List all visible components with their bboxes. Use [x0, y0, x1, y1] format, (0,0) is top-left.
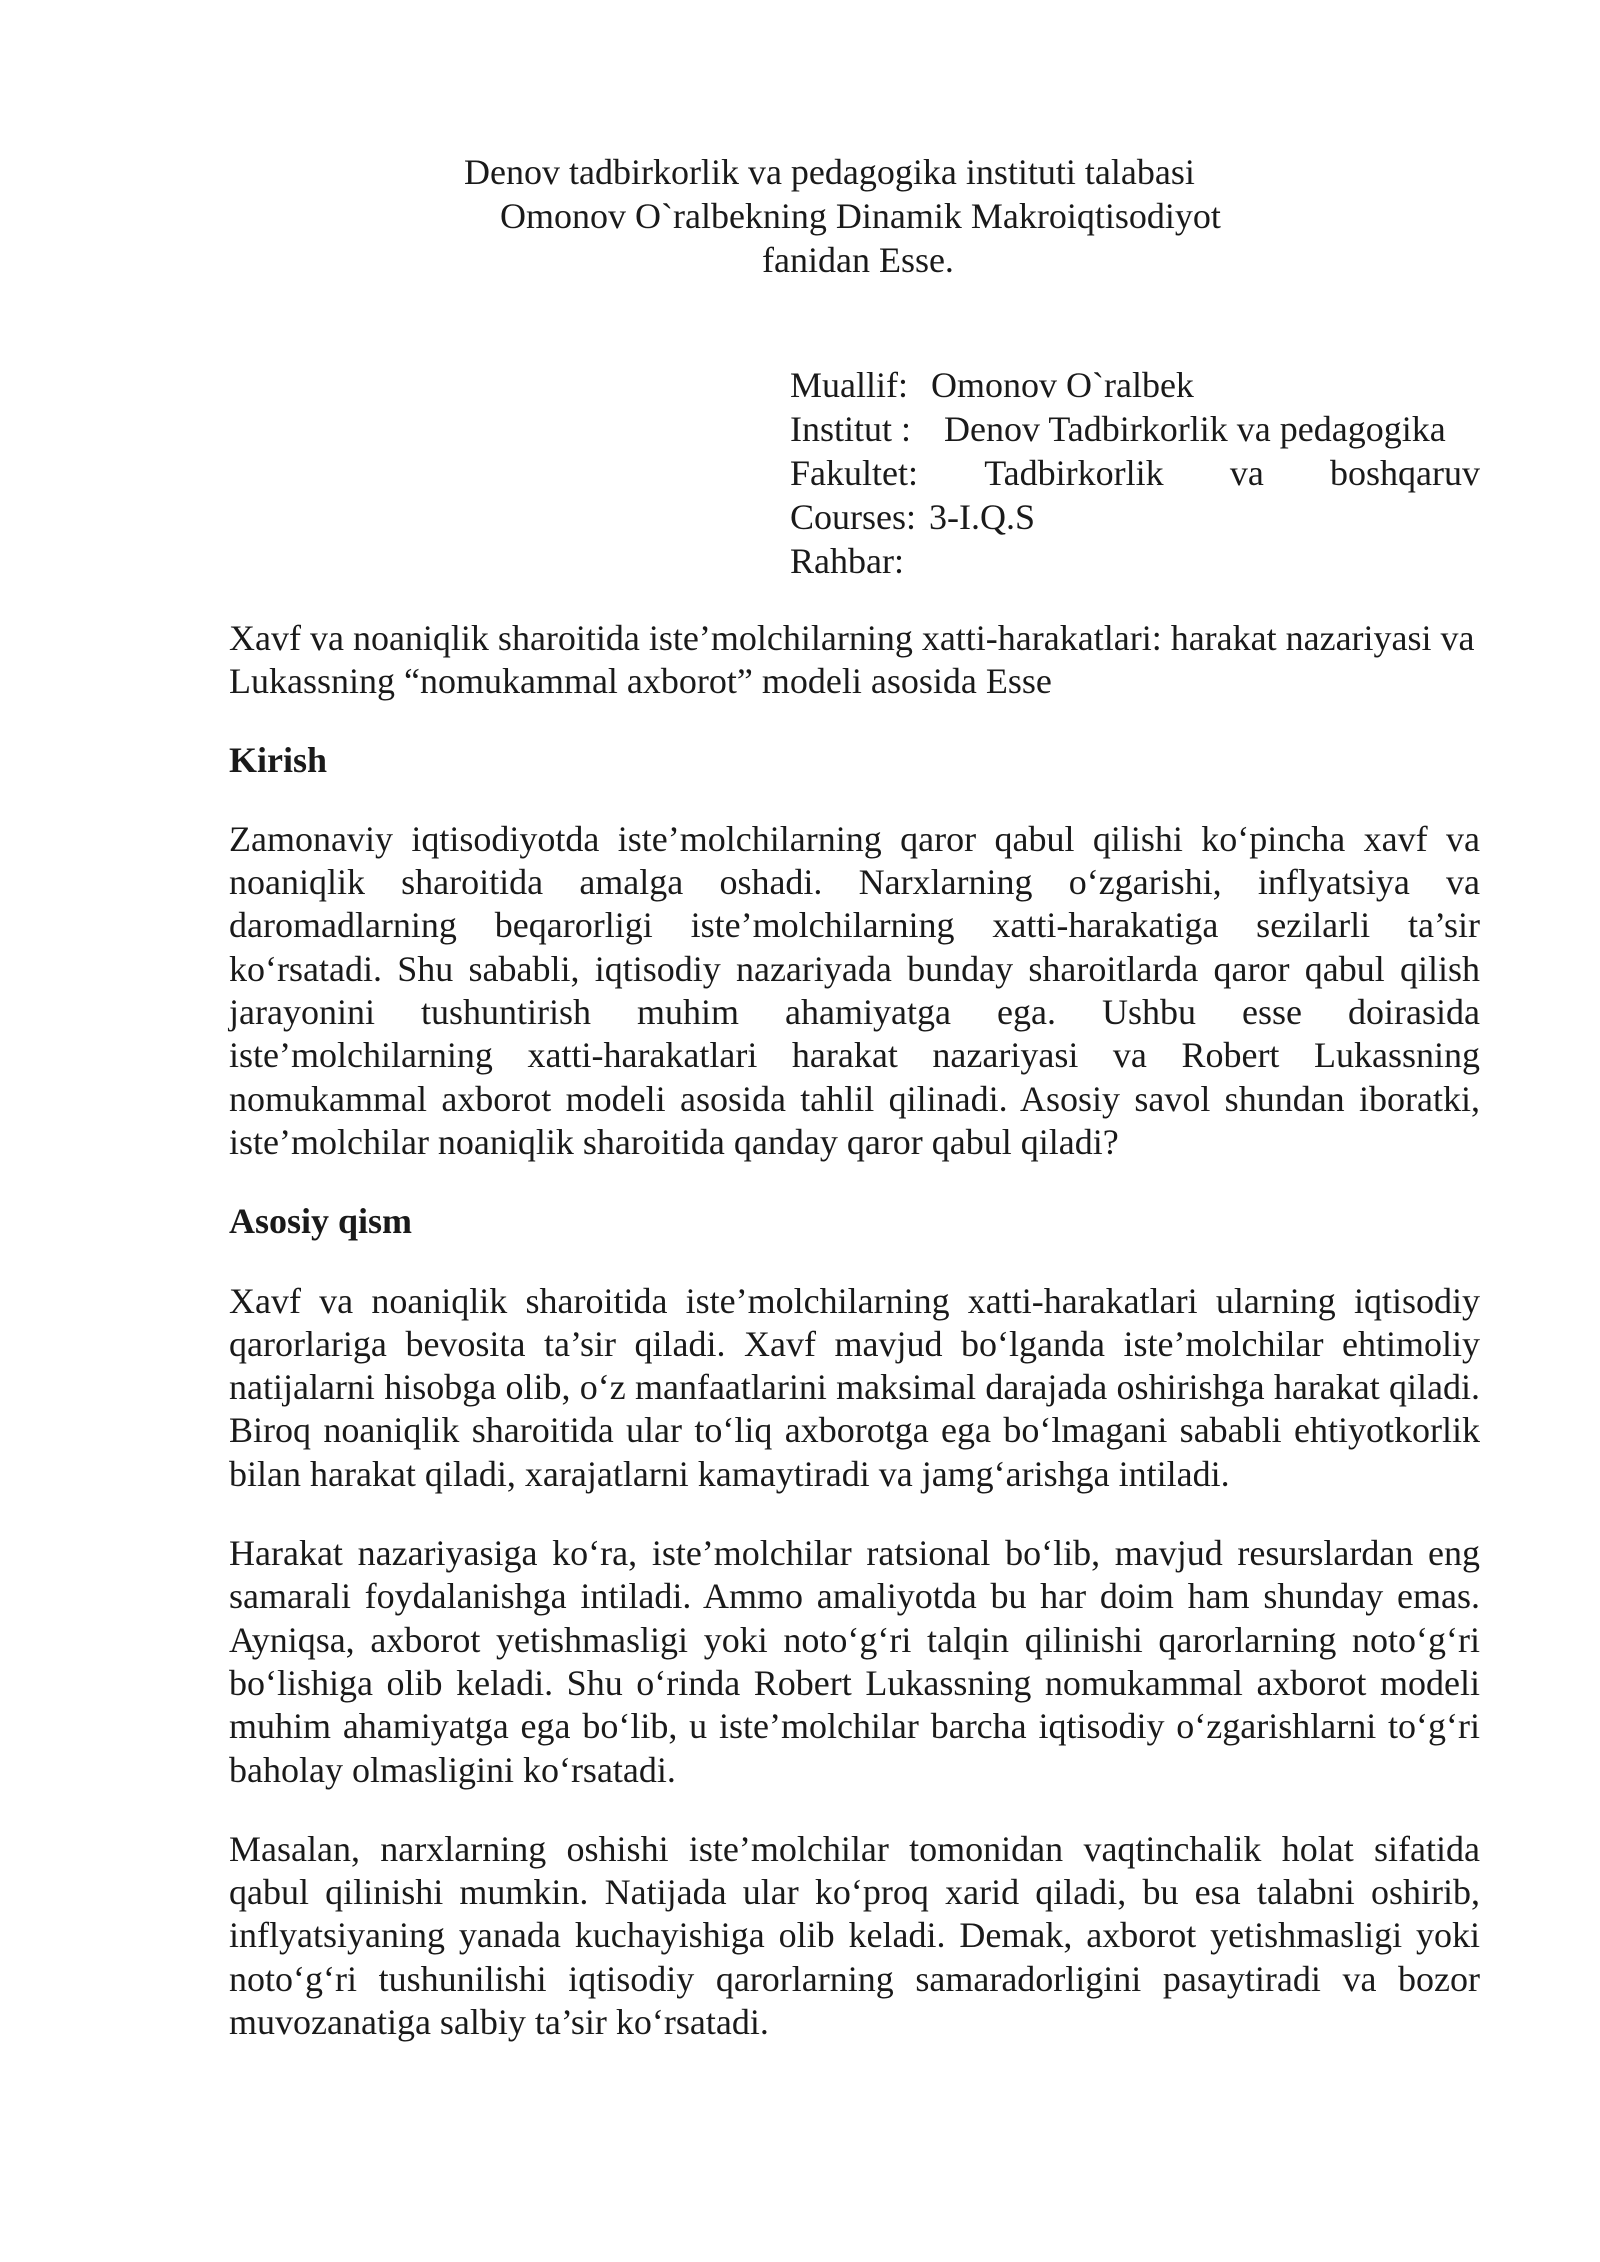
institute-row [790, 407, 1480, 451]
spacer [229, 1792, 1480, 1828]
essay-body [229, 617, 1480, 2044]
courses-row [790, 495, 1480, 539]
spacer [229, 782, 1480, 818]
courses-label: Courses: [790, 497, 916, 537]
faculty-word-1: Tadbirkorlik [984, 453, 1164, 493]
faculty-word-2: va [1229, 453, 1264, 493]
essay-title: Xavf va noaniqlik sharoitida iste’molchilarning xatti-harakatlari: harakat nazariyasi va Lukassning “nomukammal axborot” modeli asosida Esse [229, 618, 1475, 702]
intro-heading: Kirish [229, 739, 328, 780]
author-info-block [790, 363, 1480, 583]
intro-paragraph: Zamonaviy iqtisodiyotda iste’molchilarning qaror qabul qilishi ko‘pincha xavf va noaniqlik sharoitida amalga oshadi. Narxlarning o‘zgarishi, inflyatsiya va daromadlarning beqarorligi iste’molchilarning xatti-harakatiga sezilarli ta’sir ko‘rsatadi. Shu sababli, iqtisodiy nazariyada bunday sharoitlarda qaror qabul qilish jarayonini tushuntirish muhim ahamiyatga ega. Ushbu esse doirasida iste’molchilarning xatti-harakatlari harakat nazariyasi va Robert Lukassning nomukammal axborot modeli asosida tahlil qilinadi. Asosiy savol shundan iboratki, iste’molchilar noaniqlik sharoitida qanday qaror qabul qiladi? [229, 818, 1480, 1162]
faculty-row [790, 451, 1480, 495]
main-paragraph-3: Masalan, narxlarning oshishi iste’molchilar tomonidan vaqtinchalik holat sifatida qabul qilinishi mumkin. Natijada ular ko‘proq xarid qiladi, bu esa talabni oshirib, inflyatsiyaning yanada kuchayishiga olib keladi. Demak, axborot yetishmasligi yoki noto‘g‘ri tushunilishi iqtisodiy qarorlarning samaradorligini pasaytiradi va bozor muvozanatiga salbiy ta’sir ko‘rsatadi. [229, 1828, 1480, 2043]
spacer [229, 1496, 1480, 1532]
header-line-1: Denov tadbirkorlik va pedagogika instituti talabasi [464, 152, 1195, 192]
author-label: Muallif: [790, 365, 908, 405]
supervisor-row [790, 539, 1480, 583]
spacer [229, 1164, 1480, 1200]
header-line-2: Omonov O`ralbekning Dinamik Makroiqtisodiyot [500, 196, 1221, 236]
spacer [229, 704, 1480, 739]
author-row [790, 363, 1480, 407]
faculty-word-3: boshqaruv [1329, 453, 1480, 493]
main-paragraph-2: Harakat nazariyasiga ko‘ra, iste’molchilar ratsional bo‘lib, mavjud resurslardan eng samarali foydalanishga intiladi. Ammo amaliyotda bu har doim ham shunday emas. Ayniqsa, axborot yetishmasligi yoki noto‘g‘ri talqin qilinishi qarorlarning noto‘g‘ri bo‘lishiga olib keladi. Shu o‘rinda Robert Lukassning nomukammal axborot modeli muhim ahamiyatga ega bo‘lib, u iste’molchilar barcha iqtisodiy o‘zgarishlarni to‘g‘ri baholay olmasligini ko‘rsatadi. [229, 1533, 1480, 1790]
faculty-label: Fakultet: [790, 453, 918, 493]
main-paragraph-1: Xavf va noaniqlik sharoitida iste’molchilarning xatti-harakatlari ularning iqtisodiy qarorlariga bevosita ta’sir qiladi. Xavf mavjud bo‘lganda iste’molchilar ehtimoliy natijalarni hisobga olib, o‘z manfaatlarini maksimal darajada oshirishga harakat qiladi. Biroq noaniqlik sharoitida ular to‘liq axborotga ega bo‘lmagani sababli ehtiyotkorlik bilan harakat qiladi, xarajatlarni kamaytiradi va jamg‘arishga intiladi. [229, 1280, 1480, 1494]
main-heading: Asosiy qism [229, 1201, 413, 1242]
spacer [229, 1244, 1480, 1280]
institute-label: Institut : [790, 409, 912, 449]
author-value: Omonov O`ralbek [931, 365, 1194, 405]
institute-value: Denov Tadbirkorlik va pedagogika [944, 409, 1446, 449]
header-line-3: fanidan Esse. [762, 240, 954, 280]
supervisor-label: Rahbar: [790, 541, 904, 581]
courses-value: 3-I.Q.S [929, 497, 1035, 537]
